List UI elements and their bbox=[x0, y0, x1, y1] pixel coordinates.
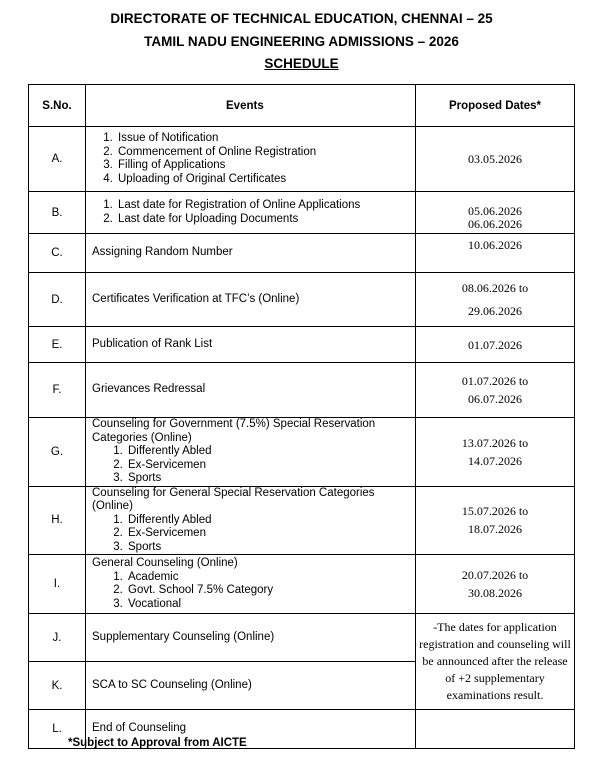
header-line-1: DIRECTORATE OF TECHNICAL EDUCATION, CHENNAI – 25 bbox=[110, 11, 493, 26]
event-item: 3. Sports bbox=[126, 472, 415, 486]
row-dates: 01.07.2026 bbox=[416, 327, 575, 363]
event-item: 1. Academic bbox=[126, 571, 415, 585]
schedule-title: SCHEDULE bbox=[264, 56, 339, 71]
row-sno: C. bbox=[29, 234, 86, 273]
empty-dates-cell bbox=[416, 710, 575, 749]
row-sno: B. bbox=[29, 192, 86, 234]
table-row bbox=[29, 555, 575, 614]
row-dates: 08.06.2026 to 29.06.2026 bbox=[416, 273, 575, 327]
row-sno: E. bbox=[29, 327, 86, 363]
column-header-sno: S.No. bbox=[29, 85, 86, 127]
column-header-dates: Proposed Dates* bbox=[416, 85, 575, 127]
row-sno: A. bbox=[29, 127, 86, 192]
row-event: Counseling for Government (7.5%) Special Reservation Categories (Online) 1. Differently Abled 2. Ex-Servicemen 3. Sports bbox=[86, 418, 416, 487]
event-item: 4. Uploading of Original Certificates bbox=[116, 173, 415, 187]
table-row bbox=[29, 363, 575, 418]
row-sno: F. bbox=[29, 363, 86, 418]
row-event: Grievances Redressal bbox=[86, 363, 416, 418]
table-header-row bbox=[29, 85, 575, 127]
event-item: 1. Last date for Registration of Online Applications bbox=[116, 199, 415, 213]
row-dates: 15.07.2026 to 18.07.2026 bbox=[416, 486, 575, 555]
row-event: General Counseling (Online) 1. Academic 2. Govt. School 7.5% Category 3. Vocational bbox=[86, 555, 416, 614]
row-event: End of Counseling bbox=[86, 710, 416, 749]
column-header-events: Events bbox=[86, 85, 416, 127]
table-row bbox=[29, 192, 575, 234]
event-item: 2. Ex-Servicemen bbox=[126, 527, 415, 541]
row-sno: D. bbox=[29, 273, 86, 327]
row-dates: 05.06.2026 06.06.2026 bbox=[416, 192, 575, 234]
row-dates: 20.07.2026 to 30.08.2026 bbox=[416, 555, 575, 614]
event-item: 1. Issue of Notification bbox=[116, 132, 415, 146]
table-row bbox=[29, 234, 575, 273]
row-event: Publication of Rank List bbox=[86, 327, 416, 363]
footnote: *Subject to Approval from AICTE bbox=[68, 737, 247, 749]
table-row bbox=[29, 273, 575, 327]
event-item: 3. Sports bbox=[126, 541, 415, 555]
row-dates: 10.06.2026 bbox=[416, 234, 575, 273]
event-item: 3. Vocational bbox=[126, 598, 415, 612]
row-event: Supplementary Counseling (Online) bbox=[86, 614, 416, 662]
row-sno: G. bbox=[29, 418, 86, 487]
row-event: Certificates Verification at TFC’s (Online) bbox=[86, 273, 416, 327]
row-dates: 01.07.2026 to 06.07.2026 bbox=[416, 363, 575, 418]
row-event bbox=[86, 127, 416, 192]
schedule-table bbox=[28, 84, 575, 749]
row-sno: I. bbox=[29, 555, 86, 614]
event-item: 2. Ex-Servicemen bbox=[126, 459, 415, 473]
event-item: 2. Commencement of Online Registration bbox=[116, 146, 415, 160]
row-dates: 03.05.2026 bbox=[416, 127, 575, 192]
row-sno: J. bbox=[29, 614, 86, 662]
row-sno: K. bbox=[29, 662, 86, 710]
table-row bbox=[29, 327, 575, 363]
header-line-2: TAMIL NADU ENGINEERING ADMISSIONS – 2026 bbox=[144, 34, 459, 49]
row-event bbox=[86, 192, 416, 234]
event-item: 3. Filling of Applications bbox=[116, 159, 415, 173]
row-event: Assigning Random Number bbox=[86, 234, 416, 273]
table-row bbox=[29, 486, 575, 555]
table-row bbox=[29, 614, 575, 662]
event-item: 2. Govt. School 7.5% Category bbox=[126, 584, 415, 598]
row-sno: L. bbox=[29, 710, 86, 749]
table-row bbox=[29, 418, 575, 487]
event-item: 1. Differently Abled bbox=[126, 514, 415, 528]
event-item: 1. Differently Abled bbox=[126, 445, 415, 459]
row-event: SCA to SC Counseling (Online) bbox=[86, 662, 416, 710]
dates-announcement-note: -The dates for application registration and counseling will be announced after the release of +2 supplementary examinations result. bbox=[416, 614, 575, 710]
table-row bbox=[29, 127, 575, 192]
row-sno: H. bbox=[29, 486, 86, 555]
event-item: 2. Last date for Uploading Documents bbox=[116, 213, 415, 227]
row-event: Counseling for General Special Reservation Categories (Online) 1. Differently Abled 2. Ex-Servicemen 3. Sports bbox=[86, 486, 416, 555]
row-dates: 13.07.2026 to 14.07.2026 bbox=[416, 418, 575, 487]
